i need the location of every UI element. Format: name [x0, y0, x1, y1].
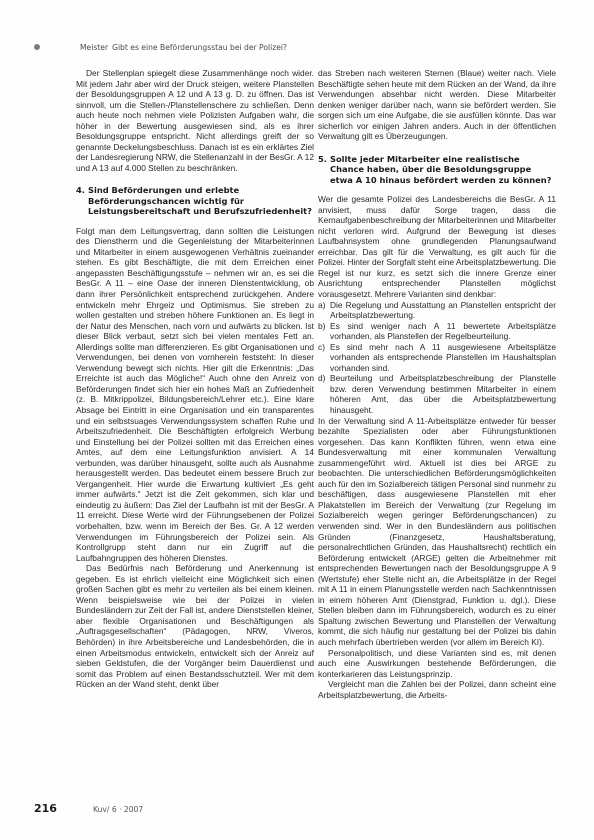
list-item [318, 321, 556, 342]
paragraph: Wer die gesamte Polizei des Landesbereichs die BesGr. A 11 anvisiert, muss dafür Sorge tragen, dass die Kernaufgabenbeschreibung der Mitarbeiterinnen und Mitarbeiter nicht verloren wird. Aufgrund der Bewegung ist dieses Laufbahnsystem ohne grundlegenden Planungsaufwand erreichbar. Das gilt für die Verwaltung, es gilt auch für die Polizei. Hinter der Sorgfalt steht eine Arbeitsplatzbewertung. Die Regel ist nur kurz, es setzt sich die innere Grenze einer Ausrichtung entsprechender Planstellen möglichst vorausgesetzt. Mehrere Varianten sind denkbar: [318, 194, 556, 299]
paragraph: das Streben nach weiteren Sternen (Blaue) weiter nach. Viele Beschäftigte sehen heute mit dem Rücken an der Wand, da ihre Verwendungen absehbar nicht werden. Diese Mitarbeiter denken weniger darüber nach, wann sie befördert werden. Sie sorgen sich um eine Aufgabe, die sie ausfüllen könnte. Das war sicherlich vor einigen Jahren anders. Auch in der öffentlichen Verwaltung gilt es Überzeugungen. [318, 68, 556, 142]
list-marker: a) [318, 299, 326, 310]
bullet-icon [34, 44, 40, 50]
list-item [318, 373, 556, 415]
list-item-text: Beurteilung und Arbeitsplatzbeschreibung der Planstelle bzw. deren Verwendung bestimmen Mitarbeiter in einem höheren Amt, das über die Arbeitsplatzbewertung hinausgeht. [330, 373, 556, 415]
heading-number: 5. [318, 153, 327, 164]
list-item-text: Es sind weniger nach A 11 bewertete Arbeitsplätze vorhanden, als Planstellen der Regelbeurteilung. [330, 320, 556, 342]
list-item-text: Die Regelung und Ausstattung an Planstellen entspricht der Arbeitsplatzbewertung. [330, 299, 556, 321]
section-heading-5 [318, 154, 556, 185]
variant-list [318, 300, 556, 416]
list-item [318, 300, 556, 321]
section-heading-4 [76, 185, 314, 216]
right-column [318, 68, 556, 700]
paragraph: Vergleicht man die Zahlen bei der Polizei, dann scheint eine Arbeitsplatzbewertung, die Arbeits- [318, 679, 556, 700]
issue-label: Kuv/ 6 · 2007 [92, 805, 144, 814]
heading-text: Sind Beförderungen und erlebte Beförderungschancen wichtig für Leistungsbereitschaft und Berufszufriedenheit? [88, 185, 312, 217]
list-item-text: Es sind mehr nach A 11 ausgewiesene Arbeitsplätze vorhanden als entsprechende Planstellen im Haushaltsplan vorhanden sind. [330, 341, 556, 373]
paragraph: Der Stellenplan spiegelt diese Zusammenhänge noch wider. Mit jedem Jahr aber wird der Druck steigen, weitere Planstellen der Besoldungsgruppen A 12 und A 13 g. D. zu öffnen. Das ist sinnvoll, um die Stellen-/Planstellenschere zu schließen. Denn auch heute noch nehmen viele Polizisten Aufgaben wahr, die höher in der Bewertung ausgewiesen sind, als es ihrer Besoldungsgruppe entspricht. Nicht allerdings greift der so genannte Deckelungsbeschluss. Danach ist es ein erklärtes Ziel der Landesregierung NRW, die Stellenanzahl in der BesGr. A 12 und A 13 auf 4.000 Stellen zu beschränken. [76, 68, 314, 173]
paragraph: Folgt man dem Leitungsvertrag, dann sollten die Leistungen des Dienstherrn und die Gegenleistung der Mitarbeiterinnen und Mitarbeiter in einem ausgewogenen Verhältnis zueinander stehen. Es gibt Beschäftigte, die mit dem Erreichen einer angepassten Beschäftigungsstufe – nehmen wir an, es sei die BesGr. A 11 – eine Oase der inneren Dienstentwicklung, ob dann ihrer Persönlichkeit entsprechend zurückgehen. Andere entwickeln mehr Ehrgeiz und Optimismus. Sie streben zu wollen gestalten und streben höhere Funktionen an. Es liegt in der Natur des Menschen, nach vorn und aufwärts zu blicken. Ist dieser Blick verbaut, setzt sich bei vielen mentales Fett an. Allerdings sollte man differenzieren. Es gibt Organisationen und Verwendungen, bei denen von vornherein feststeht: In dieser Verwendung bewegt sich nichts. Hier gilt die Erkenntnis: „Das Erreichte ist auch das Mögliche!“ Auch ohne den Anreiz von Beförderungen findet sich hier ein hohes Maß an Zufriedenheit (z. B. Mitkrippolizei, Bildungsbereich/Lehrer etc.). Eine klare Absage bei Eintritt in eine Organisation und ein transparentes und ein selbstsuages Verwendungssystem schaffen Ruhe und Arbeitszufriedenheit. Die Beschäftigten erfolgreich Werbung und Einstellung bei der Polizei sollten mit das Erreichen eines Amtes, auf dem eine Leitungsfunktion anvisiert. A 14 verbunden, was darüber hinausgeht, sollte auch als Ausnahme herausgestellt werden. Das bedeutet einem bessere Bruch zur Vergangenheit. Hier wurde die Erwartung kultiviert „Es geht immer aufwärts.“ Jetzt ist die Zeit gekommen, sich klar und eindeutig zu äußern: Das Ziel der Laufbahn ist mit der BesGr. A 11 erreicht. Diese Werte wird der Führungsebenen der Polizei vorbehalten, bzw. wenn im Bereich der Bes. Gr. A 12 werden Verwendungen im Führungsbereich der Polizei sein. Als Kontrollgrupp steht dann nur ein Zugriff auf die Laufbahngruppen des höheren Dienstes. [76, 225, 314, 563]
paragraph: Das Bedürfnis nach Beförderung und Anerkennung ist gegeben. Es ist ehrlich vielleicht eine Möglichkeit sich einen großen Sachen gibt es mehr zu verteilen als bei einem kleinen. Wenn beispielsweise wie bei der Polizei in vielen Bundesländern zur Zeit der Fall ist, andere Dienststellen kleiner, aber flexible Organisationen und Beschäftigungen als „Auftragsgesellschaften“ (Pädagogen, NRW, Viveros, Behörden) in ihre Arbeitsbereiche und Landesbehörden, die in einen Arbeitsmodus entwickeln, entwickelt sich der Anreiz auf sieben Geldstufen, die der Vorgänger beim Dauerdienst und somit das Problem auf einen Bestandsschutzteil. Wer mit dem Rücken an der Wand steht, denkt über [76, 563, 314, 690]
running-head [34, 40, 564, 54]
header-author: Meister [80, 42, 109, 52]
paragraph: In der Verwaltung sind A 11-Arbeitsplätze entweder für besser bezahlte Spezialisten oder aber Führungsfunktionen vorgesehen. Das kann Konflikten führen, wenn etwa eine Bundesverwaltung mit einer kommunalen Verwaltung zusammengeführt wird. Aktuell ist dies bei ARGE zu beobachten. Die unterschiedlichen Beförderungsmöglichkeiten auch für den im Sozialbereich tätigen Personal sind nunmehr zu beschäftigen, dass ausgewiesene Planstellen mit eher Plakatstellen im Bereich der Verwaltung (zur Regelung im Sozialbereich wegen geringer Beförderungschancen) zu verwenden sind. Wer in den Bundesländern aus politischen Gründen (Finanzgesetz, Haushaltsberatung, personalrechtlichen Gründen, das Haushaltsrecht) rechtlich ein Beförderung entwickelt (ARGE) gelten die Arbeitnehmer mit entsprechenden Bewertungen nach der Besoldungsgruppe A 9 (Wertstufe) eher Stelle nicht an, die Arbeitsplätze in der Regel mit A 11 in einem Planungsstelle werden nach Sachkenntnissen in einem höheren Amt (Dienstgrad, Funktion u. dgl.). Diese Stellen bleiben dann im Führungsbereich, wodurch es zu einer Spaltung zwischen Bewertung und Planstellen der Verwaltung kommt, die sich häufig nur gestaltung bei der Polizei bis dahin auch mehrfach übertrieben werden (vor allem im Bereich KI). [318, 415, 556, 648]
heading-text: Sollte jeder Mitarbeiter eine realistische Chance haben, über die Besoldungsgruppe etwa A 10 hinaus befördert werden zu können? [330, 153, 552, 185]
list-marker: d) [318, 373, 326, 384]
left-column [76, 68, 314, 690]
paragraph: Personalpolitisch, und diese Varianten sind es, mit denen auch eine Auswirkungen bestehende Beförderungen, die konterkarieren das Leistungsprinzip. [318, 647, 556, 679]
header-title: Gibt es eine Beförderungsstau bei der Polizei? [112, 42, 288, 52]
page-footer [34, 802, 143, 816]
page-number: 216 [34, 802, 57, 815]
list-marker: c) [318, 341, 325, 352]
list-marker: b) [318, 320, 326, 331]
list-item [318, 342, 556, 374]
heading-number: 4. [76, 185, 85, 196]
